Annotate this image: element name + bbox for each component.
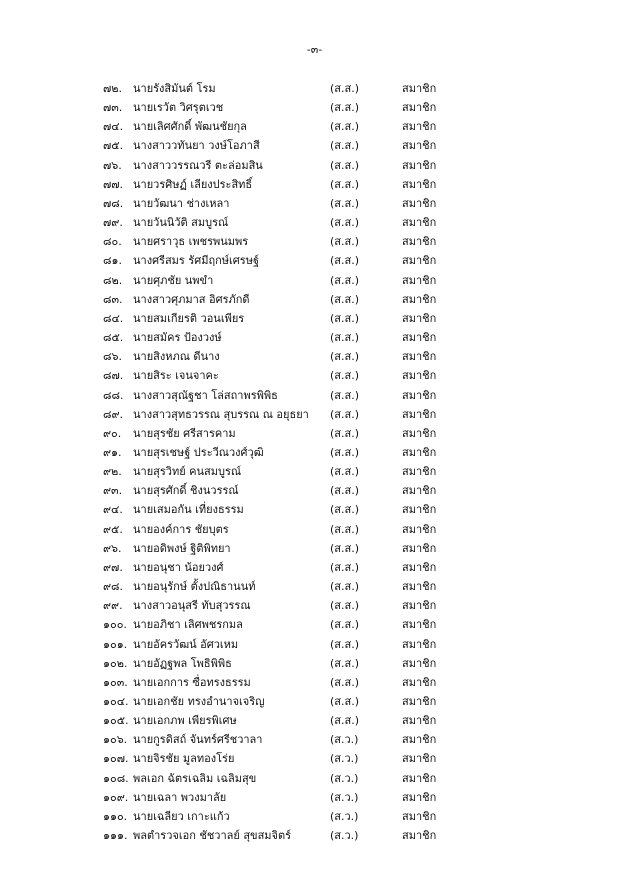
member-role: สมาชิก: [402, 407, 437, 421]
member-role: สมาชิก: [402, 158, 437, 172]
member-number: ๙๒.: [103, 465, 122, 479]
member-role: สมาชิก: [402, 771, 437, 785]
member-name: นางสาวอนุสรี ทับสุวรรณ: [133, 599, 251, 613]
member-chamber: (ส.ส.): [330, 599, 360, 613]
member-name: พลตำรวจเอก ชัชวาลย์ สุขสมจิตร์: [133, 829, 292, 843]
member-role: สมาชิก: [402, 331, 437, 345]
member-row: [0, 558, 629, 577]
member-number: ๗๓.: [103, 101, 123, 115]
member-row: [0, 328, 629, 347]
member-number: ๘๑.: [103, 254, 122, 268]
member-chamber: (ส.ส.): [330, 273, 360, 287]
member-role: สมาชิก: [402, 311, 437, 325]
member-chamber: (ส.ส.): [330, 541, 360, 555]
member-row: [0, 749, 629, 768]
member-name: นายเลิศศักดิ์ พัฒนชัยกุล: [133, 120, 247, 134]
member-row: [0, 366, 629, 385]
member-role: สมาชิก: [402, 101, 437, 115]
member-chamber: (ส.ส.): [330, 196, 360, 210]
member-chamber: (ส.ส.): [330, 82, 360, 95]
member-number: ๘๒.: [103, 273, 123, 287]
member-chamber: (ส.ส.): [330, 158, 360, 172]
member-name: นายสุรเชษฐ์ ประวีณวงศ์วุฒิ: [133, 445, 264, 459]
member-chamber: (ส.ส.): [330, 695, 360, 708]
member-chamber: (ส.ส.): [330, 177, 360, 191]
member-chamber: (ส.ส.): [330, 714, 360, 728]
member-row: [0, 309, 629, 328]
member-chamber: (ส.ส.): [330, 120, 360, 134]
member-row: [0, 347, 629, 366]
member-name: นายศราวุธ เพชรพนมพร: [133, 235, 249, 249]
member-row: [0, 194, 629, 213]
member-chamber: (ส.ส.): [330, 484, 360, 498]
member-row: [0, 769, 629, 788]
member-role: สมาชิก: [402, 445, 437, 459]
member-role: สมาชิก: [402, 695, 437, 708]
member-number: ๑๑๑.: [103, 829, 128, 843]
member-number: ๙๐.: [103, 426, 122, 440]
member-chamber: (ส.ส.): [330, 350, 360, 364]
member-number: ๗๗.: [103, 177, 124, 191]
member-row: [0, 386, 629, 405]
member-role: สมาชิก: [402, 790, 437, 804]
member-row: [0, 117, 629, 136]
member-name: นายสิงหภณ ดีนาง: [133, 350, 220, 364]
member-role: สมาชิก: [402, 637, 437, 651]
member-name: นางศรีสมร รัศมีฤกษ์เศรษฐ์: [133, 254, 260, 268]
member-name: นายอนุชา น้อยวงศ์: [133, 560, 224, 574]
member-number: ๗๒.: [103, 82, 123, 95]
member-role: สมาชิก: [402, 388, 437, 402]
member-number: ๗๙.: [103, 216, 123, 230]
member-role: สมาชิก: [402, 177, 437, 191]
member-number: ๑๐๘.: [103, 771, 129, 785]
member-role: สมาชิก: [402, 196, 437, 210]
member-row: [0, 443, 629, 462]
member-number: ๙๙.: [103, 599, 123, 613]
member-name: นายสุรวิทย์ คนสมบูรณ์: [133, 465, 242, 479]
member-role: สมาชิก: [402, 733, 437, 747]
member-chamber: (ส.ส.): [330, 426, 360, 440]
member-row: [0, 673, 629, 692]
member-row: [0, 635, 629, 654]
member-role: สมาชิก: [402, 618, 437, 632]
member-number: ๙๖.: [103, 541, 122, 555]
member-name: นางสาววรรณวรี ตะล่อมสิน: [133, 158, 263, 172]
member-row: [0, 577, 629, 596]
member-row: [0, 156, 629, 175]
member-row: [0, 826, 629, 845]
member-number: ๙๗.: [103, 560, 123, 574]
member-name: นายเรวัต วิศรุตเวช: [133, 101, 224, 115]
member-number: ๑๐๐.: [103, 618, 127, 632]
member-chamber: (ส.ส.): [330, 675, 360, 689]
member-row: [0, 175, 629, 194]
member-chamber: (ส.ส.): [330, 216, 360, 230]
member-role: สมาชิก: [402, 522, 437, 536]
member-number: ๘๓.: [103, 292, 123, 306]
member-role: สมาชิก: [402, 656, 437, 670]
member-number: ๘๔.: [103, 311, 124, 325]
member-number: ๑๐๗.: [103, 752, 129, 766]
member-row: [0, 251, 629, 270]
member-name: นายอภิชา เลิศพชรกมล: [133, 618, 243, 632]
member-chamber: (ส.ส.): [330, 637, 360, 651]
member-number: ๗๘.: [103, 196, 124, 210]
member-row: [0, 615, 629, 634]
member-number: ๗๔.: [103, 120, 124, 134]
member-number: ๑๐๒.: [103, 656, 128, 670]
member-role: สมาชิก: [402, 465, 437, 479]
member-role: สมาชิก: [402, 350, 437, 364]
member-number: ๘๘.: [103, 388, 124, 402]
member-number: ๑๐๑.: [103, 637, 128, 651]
member-number: ๑๐๖.: [103, 733, 128, 747]
member-number: ๘๐.: [103, 235, 122, 249]
member-role: สมาชิก: [402, 599, 437, 613]
member-chamber: (ส.ส.): [330, 580, 360, 594]
member-name: นายสมเกียรติ วอนเพียร: [133, 311, 245, 325]
member-row: [0, 79, 629, 98]
page-number: -๓-: [306, 43, 323, 56]
member-row: [0, 539, 629, 558]
member-name: นายอัครวัฒน์ อัศวเหม: [133, 637, 239, 651]
member-row: [0, 462, 629, 481]
member-role: สมาชิก: [402, 82, 437, 95]
member-chamber: (ส.ส.): [330, 254, 360, 268]
member-row: [0, 654, 629, 673]
member-name: นายวรศิษฏ์ เลียงประสิทธิ์: [133, 177, 253, 191]
member-chamber: (ส.ว.): [330, 752, 359, 766]
member-name: นายสุรศักดิ์ ชิงนวรรณ์: [133, 484, 239, 498]
member-number: ๑๐๙.: [103, 790, 129, 804]
member-name: นายเสมอกัน เที่ยงธรรม: [133, 503, 244, 517]
member-chamber: (ส.ส.): [330, 139, 360, 153]
member-number: ๑๑๐.: [103, 809, 128, 823]
member-role: สมาชิก: [402, 273, 437, 287]
member-chamber: (ส.ส.): [330, 465, 360, 479]
member-chamber: (ส.ส.): [330, 235, 360, 249]
member-chamber: (ส.ว.): [330, 733, 359, 747]
member-row: [0, 711, 629, 730]
member-row: [0, 692, 629, 711]
member-role: สมาชิก: [402, 235, 437, 249]
member-row: [0, 807, 629, 826]
member-row: [0, 98, 629, 117]
member-name: นายเฉลา พวงมาลัย: [133, 790, 227, 804]
member-role: สมาชิก: [402, 829, 437, 843]
member-name: นายสิระ เจนจาคะ: [133, 369, 219, 383]
member-name: นายอัฏฐพล โพธิพิพิธ: [133, 656, 232, 670]
member-row: [0, 481, 629, 500]
member-role: สมาชิก: [402, 580, 437, 594]
member-chamber: (ส.ว.): [330, 771, 359, 785]
member-chamber: (ส.ส.): [330, 503, 360, 517]
member-row: [0, 136, 629, 155]
member-name: นายศุภชัย นพขำ: [133, 273, 214, 287]
member-name: นายองค์การ ชัยบุตร: [133, 522, 229, 536]
member-role: สมาชิก: [402, 541, 437, 555]
member-name: นายอดิพงษ์ ฐิติพิทยา: [133, 541, 231, 555]
member-name: นางสาวสุทธวรรณ สุบรรณ ณ อยุธยา: [133, 407, 309, 421]
member-name: นายเอกภพ เพียรพิเศษ: [133, 714, 237, 728]
member-row: [0, 788, 629, 807]
member-number: ๙๓.: [103, 484, 123, 498]
member-row: [0, 232, 629, 251]
member-number: ๙๑.: [103, 445, 122, 459]
member-name: นายสุรชัย ศรีสารคาม: [133, 426, 236, 440]
member-name: นางสาวสุณัฐชา โล่สถาพรพิพิธ: [133, 388, 278, 402]
member-name: นายเฉลียว เกาะแก้ว: [133, 809, 230, 823]
member-row: [0, 271, 629, 290]
member-chamber: (ส.ว.): [330, 829, 359, 843]
member-name: นายเอกชัย ทรงอำนาจเจริญ: [133, 695, 265, 708]
member-chamber: (ส.ส.): [330, 445, 360, 459]
member-chamber: (ส.ว.): [330, 790, 359, 804]
member-row: [0, 596, 629, 615]
member-number: ๗๖.: [103, 158, 122, 172]
member-number: ๑๐๔.: [103, 695, 129, 708]
member-chamber: (ส.ส.): [330, 311, 360, 325]
member-name: นายรังสิมันต์ โรม: [133, 82, 216, 95]
member-role: สมาชิก: [402, 675, 437, 689]
member-number: ๗๕.: [103, 139, 124, 153]
member-role: สมาชิก: [402, 292, 437, 306]
member-role: สมาชิก: [402, 216, 437, 230]
member-row: [0, 213, 629, 232]
member-name: นายเอกการ ซื่อทรงธรรม: [133, 675, 251, 689]
member-name: นายวัฒนา ช่างเหลา: [133, 196, 230, 210]
member-row: [0, 405, 629, 424]
member-number: ๑๐๕.: [103, 714, 129, 728]
member-row: [0, 500, 629, 519]
member-role: สมาชิก: [402, 139, 437, 153]
member-chamber: (ส.ส.): [330, 407, 360, 421]
member-chamber: (ส.ส.): [330, 331, 360, 345]
member-role: สมาชิก: [402, 714, 437, 728]
member-number: ๙๔.: [103, 503, 123, 517]
member-chamber: (ส.ส.): [330, 656, 360, 670]
member-number: ๘๗.: [103, 369, 124, 383]
member-name: พลเอก ฉัตรเฉลิม เฉลิมสุข: [133, 771, 257, 785]
member-name: นายจิรชัย มูลทองโร่ย: [133, 752, 235, 766]
member-row: [0, 424, 629, 443]
member-role: สมาชิก: [402, 560, 437, 574]
member-chamber: (ส.ส.): [330, 388, 360, 402]
member-chamber: (ส.ส.): [330, 292, 360, 306]
member-name: นายอนุรักษ์ ตั้งปณิธานนท์: [133, 580, 256, 594]
member-role: สมาชิก: [402, 369, 437, 383]
member-number: ๘๕.: [103, 331, 124, 345]
member-row: [0, 520, 629, 539]
member-name: นายกูรดิสถ์ จันทร์ศรีชวาลา: [133, 733, 263, 747]
member-chamber: (ส.ส.): [330, 369, 360, 383]
member-row: [0, 730, 629, 749]
member-chamber: (ส.ส.): [330, 618, 360, 632]
member-chamber: (ส.ส.): [330, 560, 360, 574]
member-role: สมาชิก: [402, 484, 437, 498]
member-row: [0, 290, 629, 309]
member-number: ๙๘.: [103, 580, 124, 594]
member-role: สมาชิก: [402, 426, 437, 440]
member-chamber: (ส.ว.): [330, 809, 359, 823]
member-role: สมาชิก: [402, 503, 437, 517]
member-name: นางสาวศุภมาส อิศรภักดี: [133, 292, 250, 306]
member-number: ๘๙.: [103, 407, 124, 421]
member-name: นายสมัคร ป้องวงษ์: [133, 331, 222, 345]
member-number: ๙๕.: [103, 522, 123, 536]
member-role: สมาชิก: [402, 120, 437, 134]
member-name: นายวันนิวัติ สมบูรณ์: [133, 216, 229, 230]
member-chamber: (ส.ส.): [330, 522, 360, 536]
member-role: สมาชิก: [402, 809, 437, 823]
member-list: [0, 79, 629, 845]
member-role: สมาชิก: [402, 752, 437, 766]
member-chamber: (ส.ส.): [330, 101, 360, 115]
member-number: ๑๐๓.: [103, 675, 128, 689]
member-number: ๘๖.: [103, 350, 122, 364]
member-name: นางสาววทันยา วงษ์โอภาสี: [133, 139, 260, 153]
member-role: สมาชิก: [402, 254, 437, 268]
